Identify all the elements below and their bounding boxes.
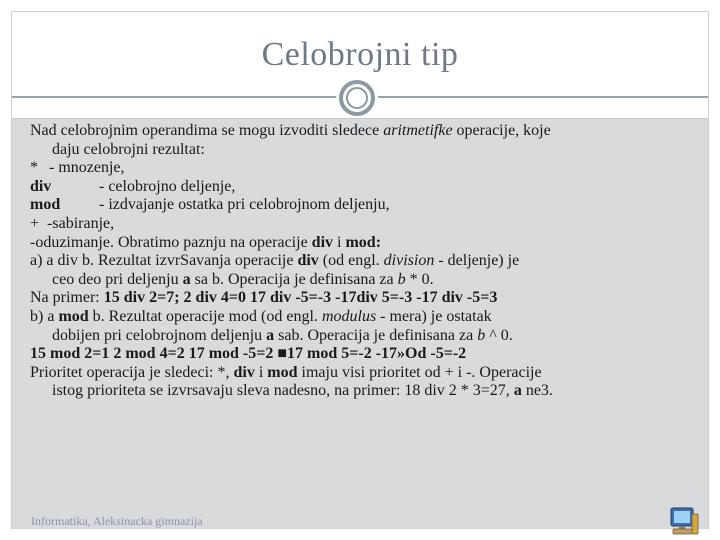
body-line-15: istog prioriteta se izvrsavaju sleva nadesno, na primer: 18 div 2 * 3=27, a ne3.: [52, 382, 553, 400]
slide-title: Celobrojni tip: [261, 36, 459, 73]
body-line-3: * - mnozenje,: [30, 159, 125, 177]
body-line-7: -oduzimanje. Obratimo paznju na operacije div i mod:: [30, 233, 382, 251]
body-line-4: div - celobrojno deljenje,: [30, 177, 236, 195]
body-line-6: + -sabiranje,: [30, 214, 115, 232]
computer-icon: [668, 506, 700, 536]
body-line-1: Nad celobrojnim operandima se mogu izvoditi sledece aritmetifke operacije, koje: [30, 122, 551, 139]
body-line-12: dobijen pri celobrojnom deljenju a sab. Operacija je definisana za b ^ 0.: [52, 326, 513, 344]
ring-ornament-icon: [338, 79, 376, 117]
body-line-14: Prioritet operacija je sledeci: *, div i mod imaju visi prioritet od + i -. Operacije: [30, 363, 542, 381]
slide-footer: Informatika, Aleksinacka gimnazija: [31, 514, 203, 528]
body-line-11: b) a mod b. Rezultat operacije mod (od engl. modulus - mera) je ostatak: [30, 307, 492, 325]
body-line-10: Na primer: 15 div 2=7; 2 div 4=0 17 div -5=-3 -17div 5=-3 -17 div -5=3: [30, 289, 498, 307]
body-line-8: a) a div b. Rezultat izvrSavanja operacije div (od engl. division - deljenje) je: [30, 252, 520, 270]
body-line-5: mod - izdvajanje ostatka pri celobrojnom deljenju,: [30, 196, 390, 214]
body-line-2: daju celobrojni rezultat:: [52, 140, 205, 158]
slide-body: [30, 122, 706, 401]
body-line-13: 15 mod 2=1 2 mod 4=2 17 mod -5=2 ■17 mod 5=-2 -17»Od -5=-2: [30, 345, 467, 363]
body-line-9: ceo deo pri deljenju a sa b. Operacija je definisana za b * 0.: [52, 270, 434, 288]
